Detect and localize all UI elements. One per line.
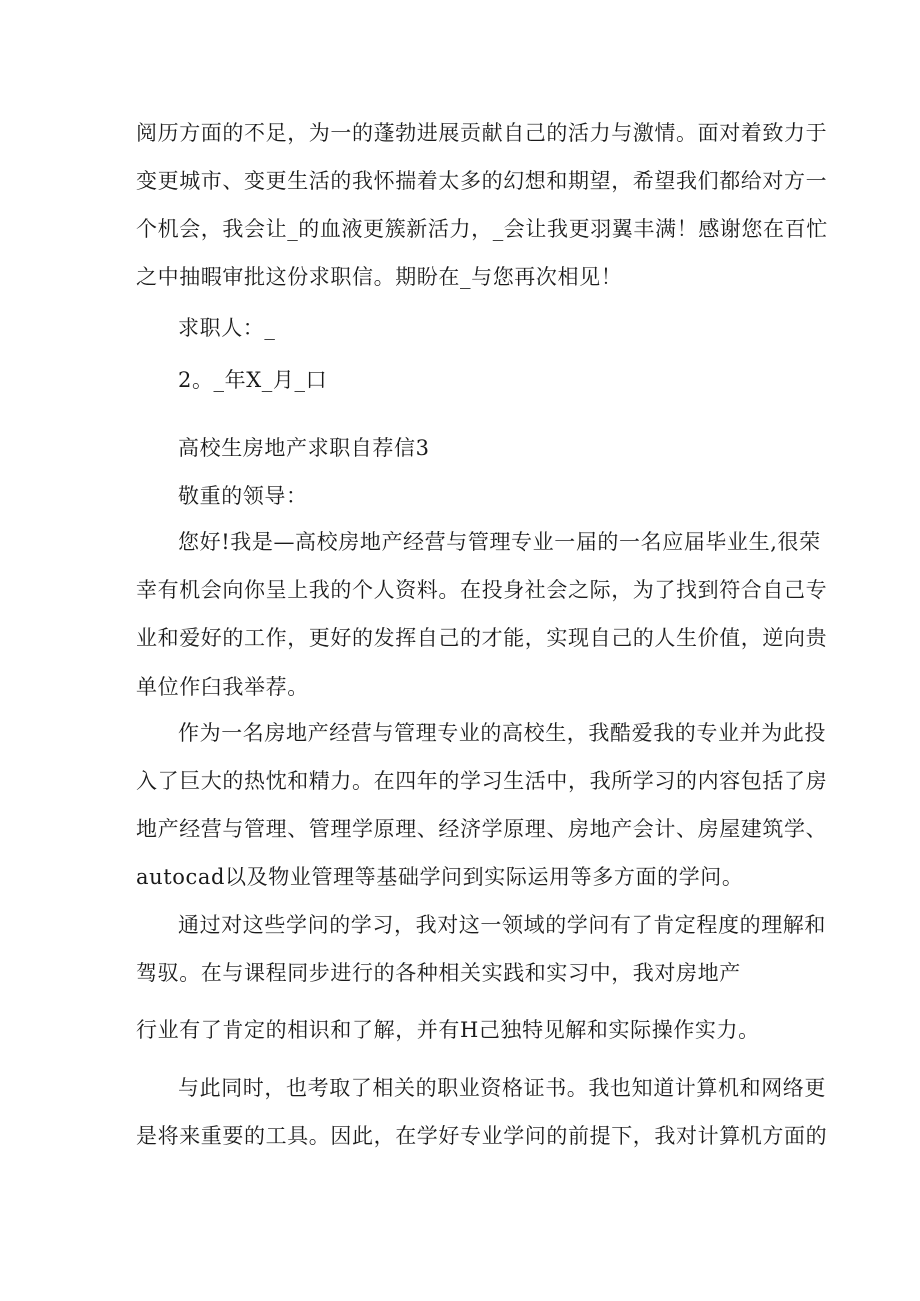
text-line: 阅历方面的不足，为一的蓬勃进展贡献自己的活力与激情。面对着致力于	[136, 121, 828, 145]
text-line: autocad以及物业管理等基础学问到实际运用等多方面的学问。	[136, 865, 744, 889]
text-line: 地产经营与管理、管理学原理、经济学原理、房地产会计、房屋建筑学、	[136, 817, 828, 841]
signature-line: 求职人：_	[178, 316, 276, 340]
text-line: 通过对这些学问的学习，我对这一领域的学问有了肯定程度的理解和	[178, 913, 826, 937]
text-line: 个机会，我会让_的血液更簇新活力，_会让我更羽翼丰满！感谢您在百忙	[136, 217, 828, 241]
text-line: 变更城市、变更生活的我怀揣着太多的幻想和期望，希望我们都给对方一	[136, 169, 828, 193]
text-line: 与此同时，也考取了相关的职业资格证书。我也知道计算机和网络更	[178, 1076, 826, 1100]
text-line: 入了巨大的热忱和精力。在四年的学习生活中，我所学习的内容包括了房	[136, 769, 828, 793]
section-title: 高校生房地产求职自荐信3	[178, 436, 430, 460]
text-line: 是将来重要的工具。因此，在学好专业学问的前提下，我对计算机方面的	[136, 1124, 828, 1148]
salutation: 敬重的领导：	[178, 484, 308, 508]
text-line: 业和爱好的工作，更好的发挥自己的才能，实现自己的人生价值，逆向贵	[136, 626, 828, 650]
text-line: 作为一名房地产经营与管理专业的高校生，我酷爱我的专业并为此投	[178, 721, 826, 745]
text-line: 之中抽暇审批这份求职信。期盼在_与您再次相见！	[136, 265, 623, 289]
text-line: 行业有了肯定的相识和了解，并有H己独特见解和实际操作实力。	[136, 1018, 760, 1042]
text-line: 驾驭。在与课程同步进行的各种相关实践和实习中，我对房地产	[136, 961, 741, 985]
text-line: 单位作臼我举荐。	[136, 675, 309, 699]
date-line: 2。_年X_月_口	[178, 368, 328, 392]
text-line: 您好!我是—高校房地产经营与管理专业一届的一名应届毕业生,很荣	[178, 530, 821, 554]
text-line: 幸有机会向你呈上我的个人资料。在投身社会之际，为了找到符合自己专	[136, 578, 828, 602]
